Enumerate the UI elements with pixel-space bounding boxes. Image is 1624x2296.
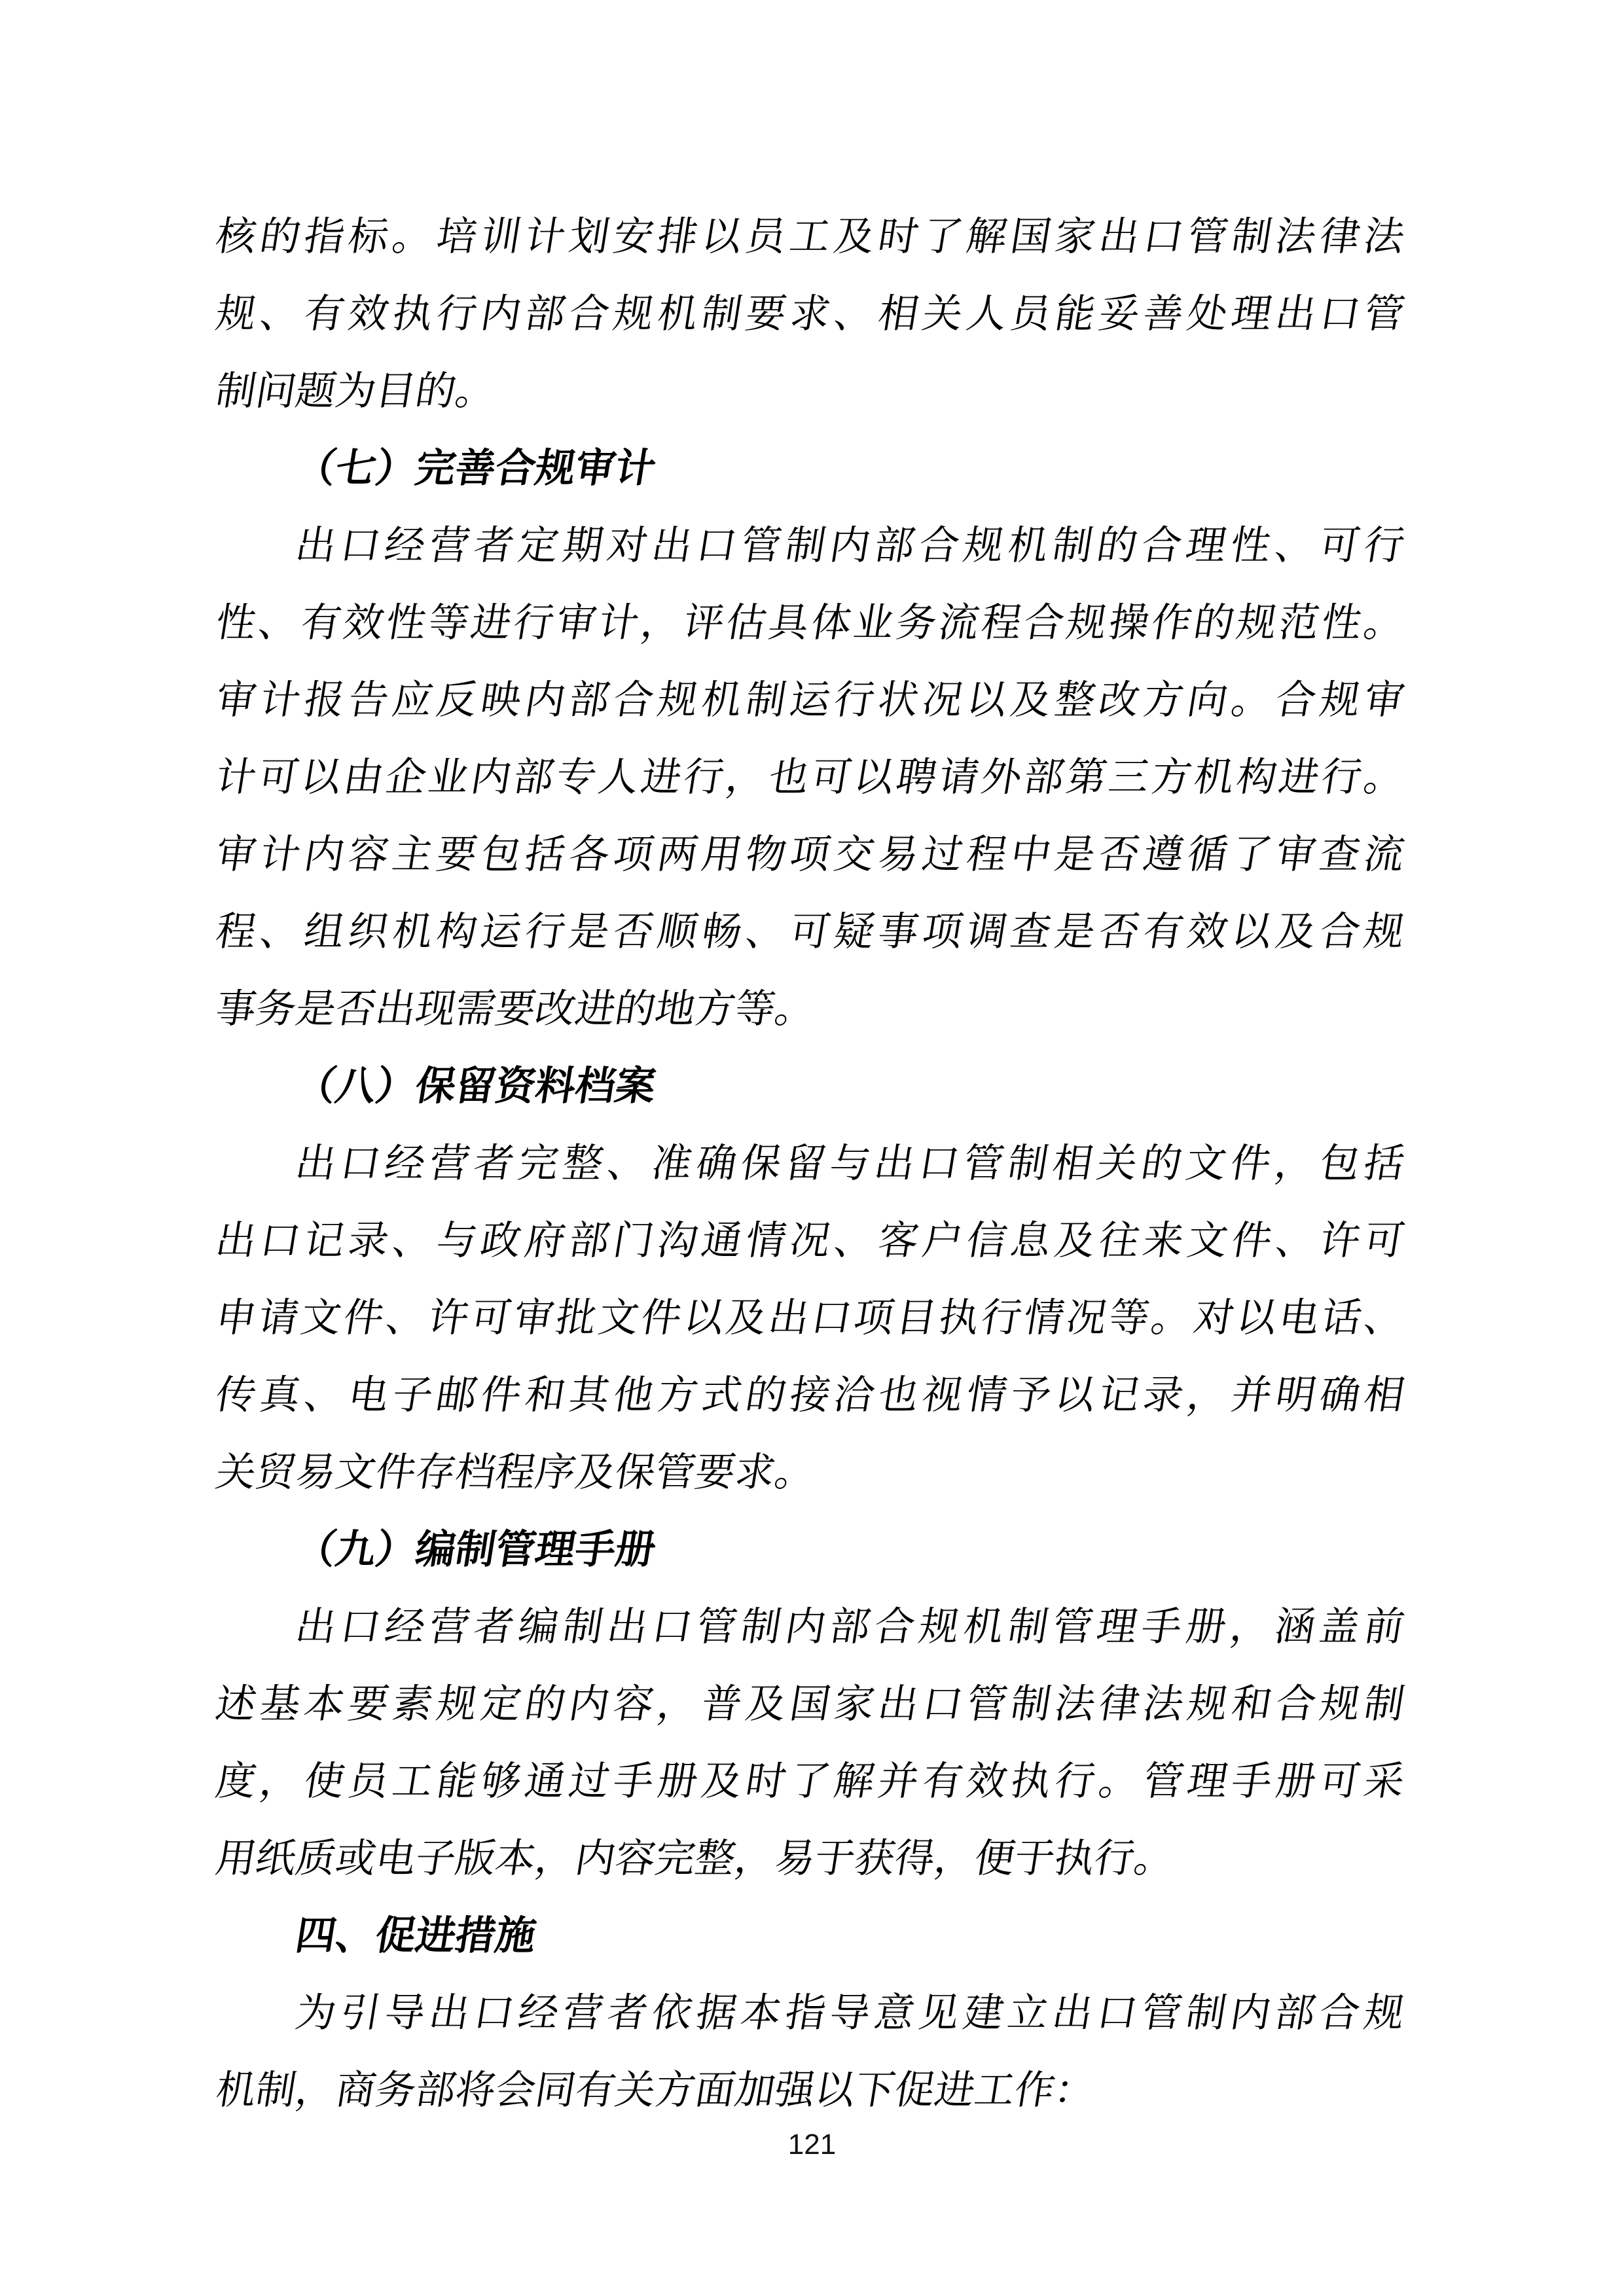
text-line: 出口经营者定期对出口管制内部合规机制的合理性、可行 bbox=[292, 524, 1408, 568]
section-heading: 四、促进措施 bbox=[292, 1914, 539, 1958]
text-line: 出口经营者编制出口管制内部合规机制管理手册，涵盖前 bbox=[292, 1605, 1408, 1649]
text-line: 用纸质或电子版本，内容完整，易于获得，便于执行。 bbox=[212, 1837, 1178, 1881]
text-line: 程、组织机构运行是否顺畅、可疑事项调查是否有效以及合规 bbox=[212, 910, 1408, 954]
text-line: 申请文件、许可审批文件以及出口项目执行情况等。对以电话、 bbox=[212, 1297, 1408, 1340]
page-number: 121 bbox=[787, 2128, 837, 2161]
text-line: 度，使员工能够通过手册及时了解并有效执行。管理手册可采 bbox=[212, 1760, 1408, 1804]
text-line: 为引导出口经营者依据本指导意见建立出口管制内部合规 bbox=[292, 1992, 1408, 2036]
text-line: 机制，商务部将会同有关方面加强以下促进工作： bbox=[212, 2069, 1098, 2113]
text-line: 出口记录、与政府部门沟通情况、客户信息及往来文件、许可 bbox=[212, 1219, 1408, 1263]
text-line: 述基本要素规定的内容，普及国家出口管制法律法规和合规制 bbox=[212, 1683, 1408, 1727]
text-line: 关贸易文件存档程序及保管要求。 bbox=[212, 1451, 819, 1495]
text-line: 传真、电子邮件和其他方式的接洽也视情予以记录，并明确相 bbox=[212, 1374, 1408, 1418]
text-line: 核的指标。培训计划安排以员工及时了解国家出口管制法律法 bbox=[212, 215, 1408, 259]
text-line: 审计报告应反映内部合规机制运行状况以及整改方向。合规审 bbox=[212, 679, 1408, 723]
text-line: 计可以由企业内部专人进行，也可以聘请外部第三方机构进行。 bbox=[212, 756, 1408, 800]
text-line: 事务是否出现需要改进的地方等。 bbox=[212, 988, 819, 1031]
text-line: 审计内容主要包括各项两用物项交易过程中是否遵循了审查流 bbox=[212, 833, 1408, 877]
text-line: 性、有效性等进行审计，评估具体业务流程合规操作的规范性。 bbox=[212, 601, 1408, 645]
section-heading: （九）编制管理手册 bbox=[292, 1528, 659, 1572]
section-heading: （八）保留资料档案 bbox=[292, 1065, 659, 1109]
text-line: 出口经营者完整、准确保留与出口管制相关的文件，包括 bbox=[292, 1142, 1408, 1186]
section-heading: （七）完善合规审计 bbox=[292, 447, 659, 491]
document-body bbox=[212, 199, 1408, 2130]
text-line: 制问题为目的。 bbox=[212, 370, 499, 414]
text-line: 规、有效执行内部合规机制要求、相关人员能妥善处理出口管 bbox=[212, 293, 1408, 336]
